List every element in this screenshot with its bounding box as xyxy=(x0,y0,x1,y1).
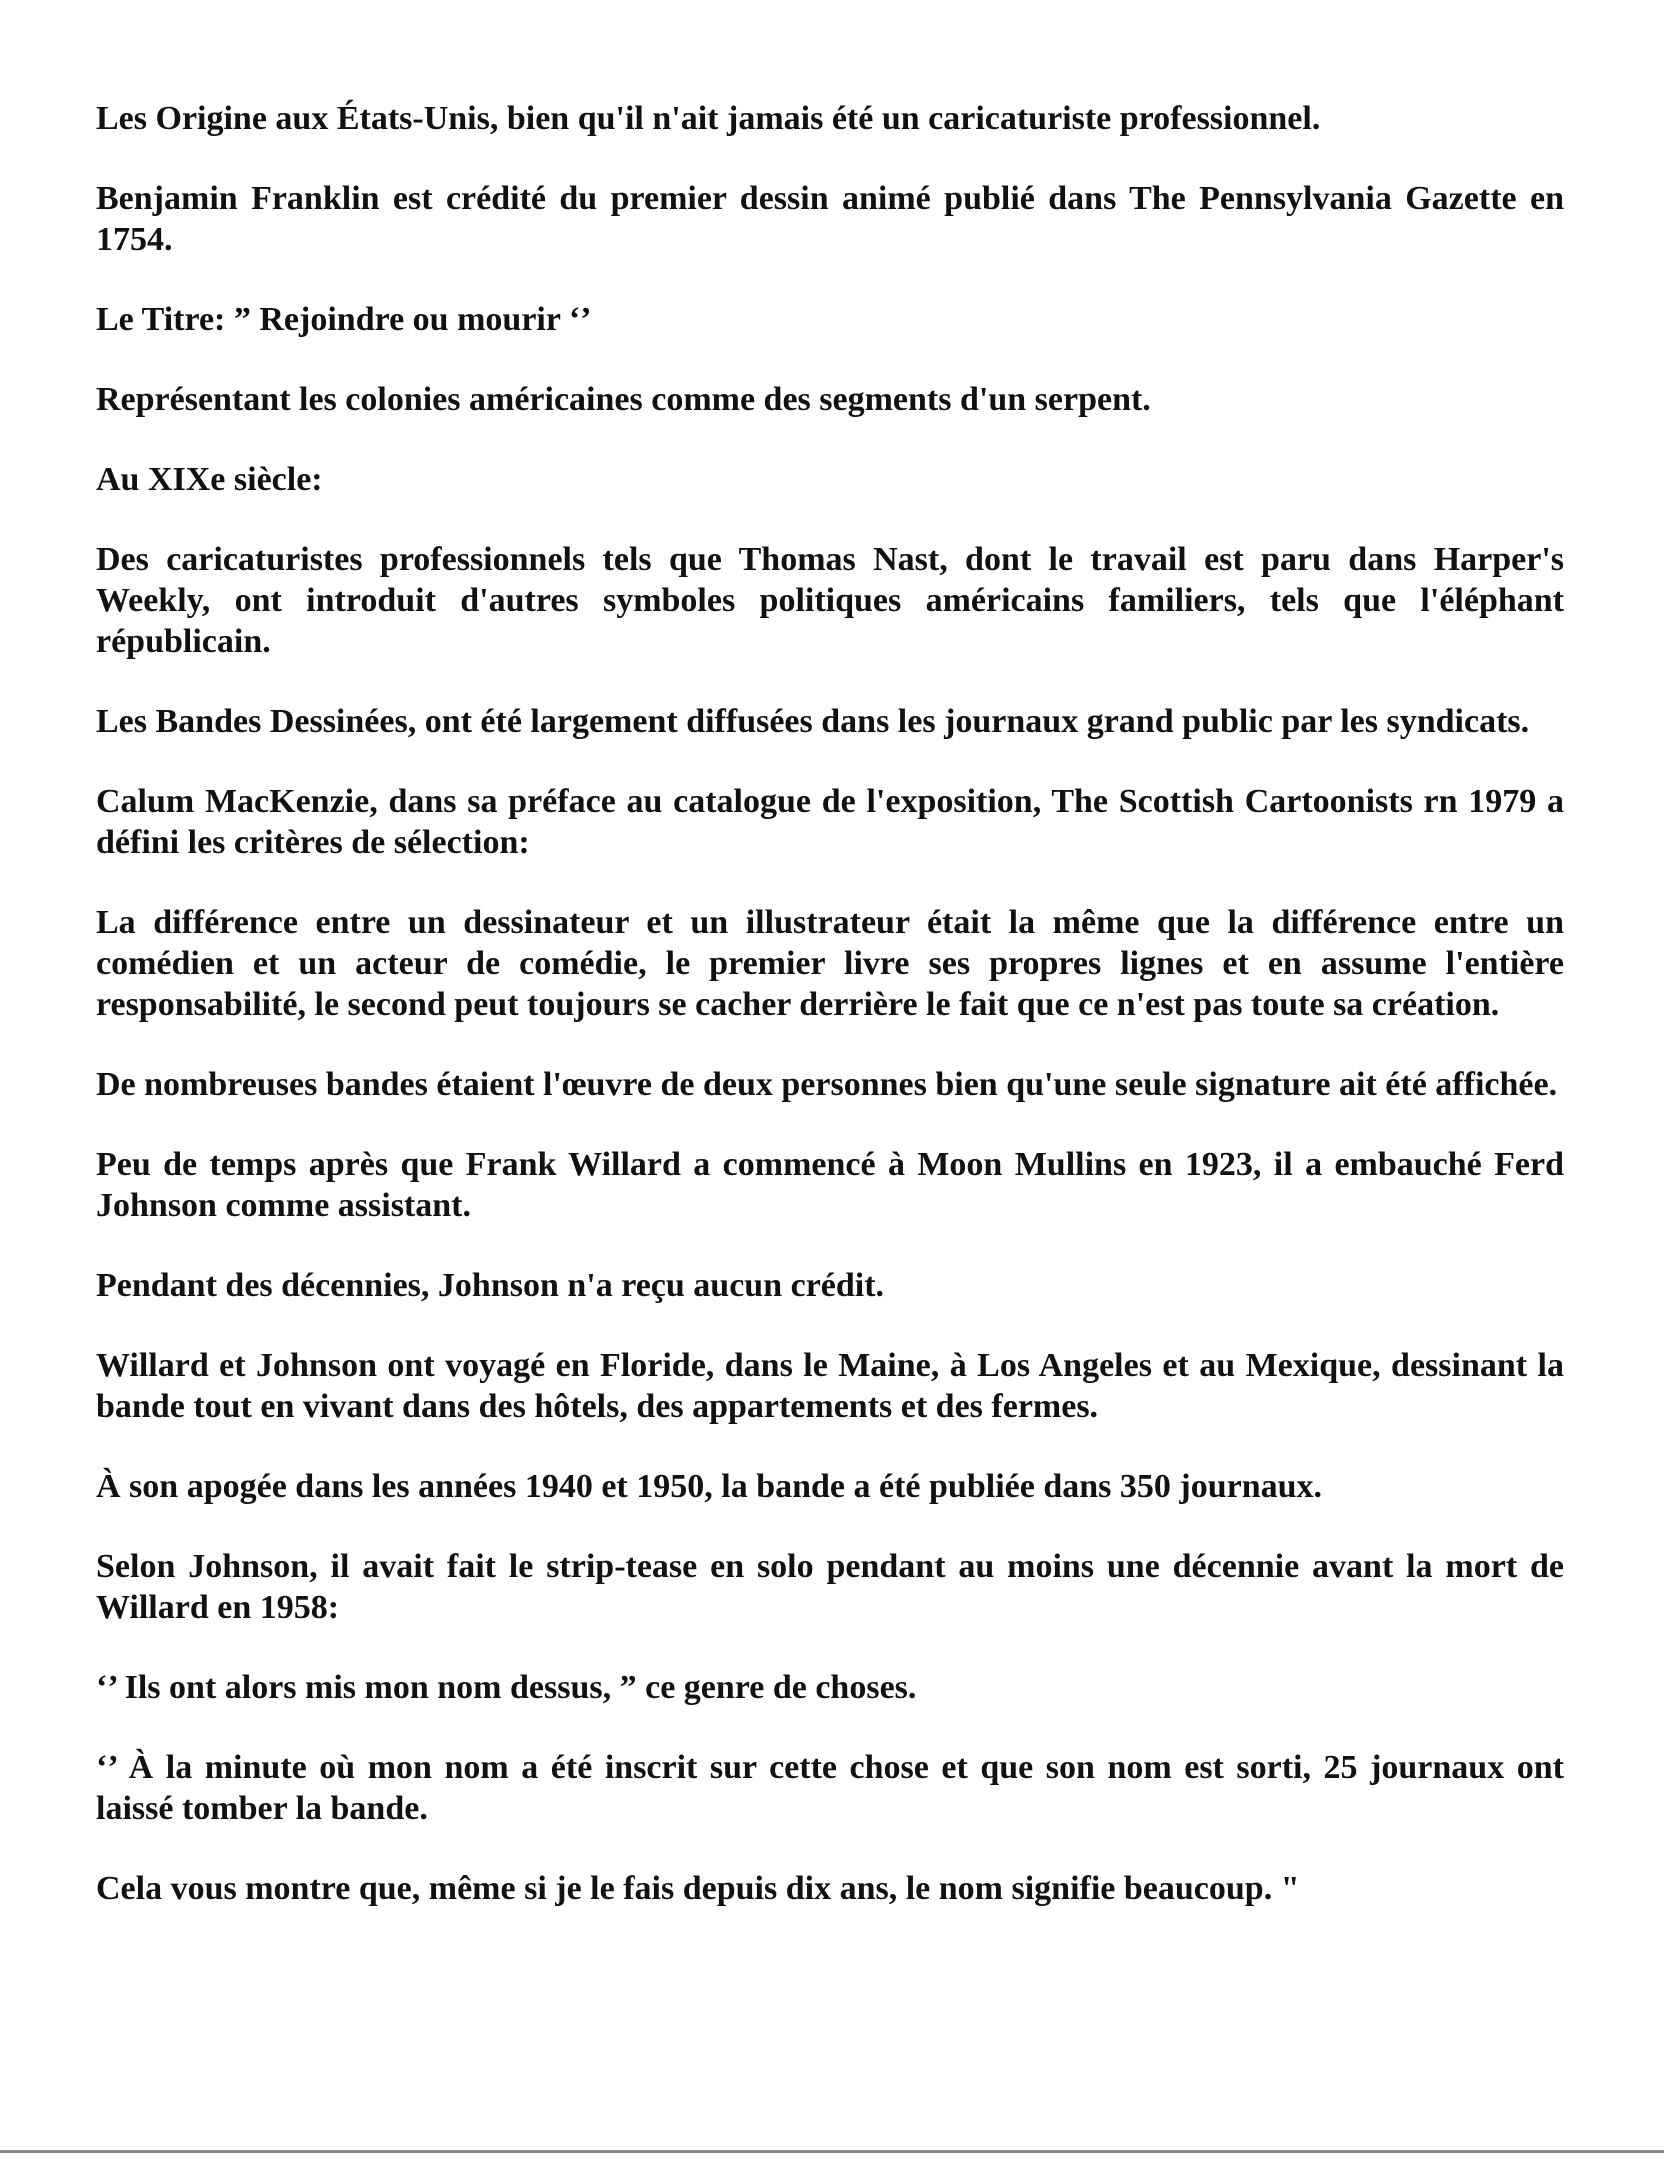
paragraph: Peu de temps après que Frank Willard a commencé à Moon Mullins en 1923, il a embauché Ferd Johnson comme assistant. xyxy=(96,1146,1564,1224)
paragraph: La différence entre un dessinateur et un illustrateur était la même que la différence entre un comédien et un acteur de comédie, le premier livre ses propres lignes et en assume l'entière responsabilité, le second peut toujours se cacher derrière le fait que ce n'est pas toute sa création. xyxy=(96,904,1564,1023)
paragraph: Les Bandes Dessinées, ont été largement diffusées dans les journaux grand public par les syndicats. xyxy=(96,703,1530,740)
paragraph: À son apogée dans les années 1940 et 1950, la bande a été publiée dans 350 journaux. xyxy=(96,1468,1323,1505)
paragraph: Calum MacKenzie, dans sa préface au catalogue de l'exposition, The Scottish Cartoonists rn 1979 a défini les critères de sélection: xyxy=(96,783,1564,861)
paragraph: Représentant les colonies américaines comme des segments d'un serpent. xyxy=(96,381,1151,418)
paragraph: De nombreuses bandes étaient l'œuvre de deux personnes bien qu'une seule signature ait été affichée. xyxy=(96,1066,1558,1103)
paragraph: Des caricaturistes professionnels tels que Thomas Nast, dont le travail est paru dans Harper's Weekly, ont introduit d'autres symboles politiques américains familiers, tels que l'éléphant républicain. xyxy=(96,541,1564,660)
paragraph: Selon Johnson, il avait fait le strip-tease en solo pendant au moins une décennie avant la mort de Willard en 1958: xyxy=(96,1548,1564,1626)
paragraph: Les Origine aux États-Unis, bien qu'il n'ait jamais été un caricaturiste professionnel. xyxy=(96,100,1321,137)
document-page xyxy=(96,98,1564,1948)
paragraph: Pendant des décennies, Johnson n'a reçu aucun crédit. xyxy=(96,1267,885,1304)
paragraph: Willard et Johnson ont voyagé en Floride, dans le Maine, à Los Angeles et au Mexique, dessinant la bande tout en vivant dans des hôtels, des appartements et des fermes. xyxy=(96,1347,1564,1425)
page-bottom-rule xyxy=(0,2150,1664,2153)
paragraph: ‘’ À la minute où mon nom a été inscrit sur cette chose et que son nom est sorti, 25 journaux ont laissé tomber la bande. xyxy=(96,1749,1564,1827)
paragraph: Cela vous montre que, même si je le fais depuis dix ans, le nom signifie beaucoup. " xyxy=(96,1870,1300,1907)
paragraph: Au XIXe siècle: xyxy=(96,461,323,498)
paragraph: ‘’ Ils ont alors mis mon nom dessus, ” ce genre de choses. xyxy=(96,1669,917,1706)
paragraph: Benjamin Franklin est crédité du premier dessin animé publié dans The Pennsylvania Gazette en 1754. xyxy=(96,180,1564,258)
paragraph: Le Titre: ” Rejoindre ou mourir ‘’ xyxy=(96,301,592,338)
